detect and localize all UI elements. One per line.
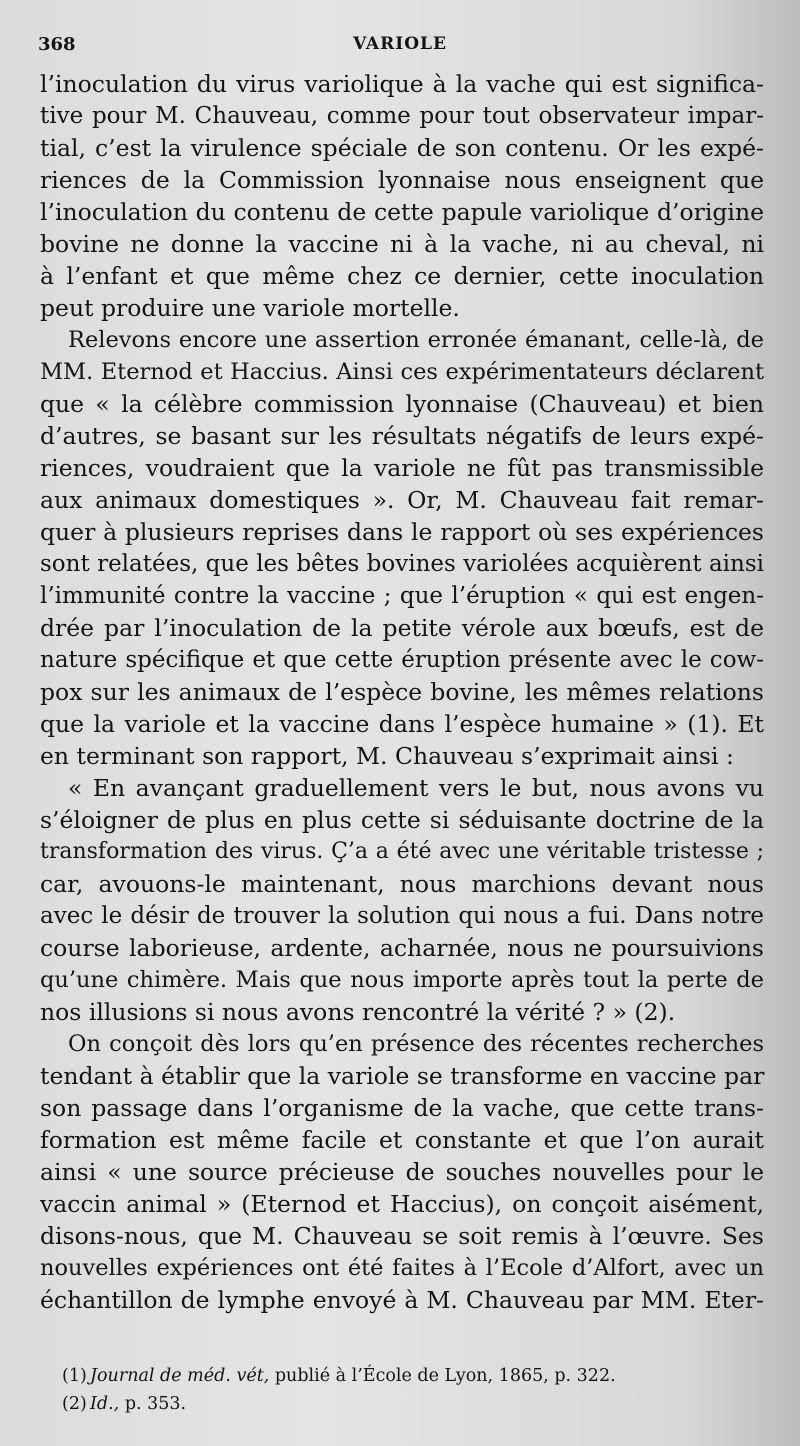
text-line: échantillon de lymphe envoyé à M. Chauveau par MM. Eter- (40, 1286, 764, 1314)
text-line: l’inoculation du virus variolique à la vache qui est significa- (40, 70, 764, 98)
text-line: son passage dans l’organisme de la vache, que cette trans- (40, 1094, 764, 1122)
text-line: car, avouons-le maintenant, nous marchions devant nous (40, 870, 764, 898)
paragraph (40, 1028, 764, 1316)
running-title: VARIOLE (353, 34, 447, 54)
text-line: bovine ne donne la vaccine ni à la vache, ni au cheval, ni (40, 230, 764, 258)
text-line: sont relatées, que les bêtes bovines variolées acquièrent ainsi (40, 551, 764, 577)
paragraph (40, 68, 764, 324)
text-line: d’autres, se basant sur les résultats négatifs de leurs expé- (40, 422, 764, 450)
text-line: l’immunité contre la vaccine ; que l’éruption « qui est engen- (40, 583, 764, 609)
text-line: tive pour M. Chauveau, comme pour tout observateur impar- (40, 103, 764, 129)
text-line: ainsi « une source précieuse de souches nouvelles pour le (40, 1158, 764, 1186)
footnotes (62, 1362, 762, 1418)
body-text (40, 68, 764, 1316)
text-line: disons-nous, que M. Chauveau se soit remis à l’œuvre. Ses (40, 1222, 764, 1250)
text-line: à l’enfant et que même chez ce dernier, cette inoculation (40, 262, 764, 290)
text-line: peut produire une variole mortelle. (40, 294, 460, 322)
text-line: « En avançant graduellement vers le but, nous avons vu (68, 774, 764, 802)
footnote (62, 1362, 762, 1390)
footnote (62, 1390, 762, 1418)
text-line: que la variole et la vaccine dans l’espèce humaine » (1). Et (40, 710, 764, 738)
footnote-mark: (1) (62, 1366, 87, 1386)
text-line: nature spécifique et que cette éruption présente avec le cow- (40, 647, 764, 673)
text-line: en terminant son rapport, M. Chauveau s’exprimait ainsi : (40, 742, 734, 770)
text-line: quer à plusieurs reprises dans le rapport où ses expériences (40, 518, 764, 546)
text-line: riences, voudraient que la variole ne fût pas transmissible (40, 454, 764, 482)
text-line: pox sur les animaux de l’espèce bovine, les mêmes relations (40, 678, 764, 706)
paragraph (40, 772, 764, 1028)
paragraph (40, 324, 764, 772)
footnote-mark: (2) (62, 1394, 87, 1414)
text-line: que « la célèbre commission lyonnaise (Chauveau) et bien (40, 390, 764, 418)
text-line: drée par l’inoculation de la petite vérole aux bœufs, est de (40, 614, 764, 642)
text-line: riences de la Commission lyonnaise nous enseignent que (40, 166, 764, 194)
text-line: transformation des virus. Ç’a a été avec une véritable tristesse ; (40, 839, 764, 864)
footnote-text: p. 353. (119, 1394, 187, 1414)
footnote-source: Journal de méd. vét, (90, 1366, 270, 1386)
text-line: aux animaux domestiques ». Or, M. Chauveau fait remar- (40, 486, 764, 514)
text-line: tial, c’est la virulence spéciale de son contenu. Or les expé- (40, 134, 764, 162)
text-line: s’éloigner de plus en plus cette si séduisante doctrine de la (40, 806, 764, 834)
footnote-source: Id., (90, 1394, 120, 1414)
text-line: l’inoculation du contenu de cette papule variolique d’origine (40, 198, 764, 226)
text-line: avec le désir de trouver la solution qui nous a fui. Dans notre (40, 903, 764, 929)
text-line: formation est même facile et constante et que l’on aurait (40, 1126, 764, 1154)
footnote-text: publié à l’École de Lyon, 1865, p. 322. (269, 1366, 616, 1386)
text-line: nouvelles expériences ont été faites à l’Ecole d’Alfort, avec un (40, 1255, 764, 1281)
text-line: tendant à établir que la variole se transforme en vaccine par (40, 1062, 765, 1090)
text-line: MM. Eternod et Haccius. Ainsi ces expérimentateurs déclarent (40, 359, 764, 385)
text-line: course laborieuse, ardente, acharnée, nous ne poursuivions (40, 934, 764, 962)
page-number: 368 (38, 34, 76, 55)
text-line: On conçoit dès lors qu’en présence des récentes recherches (68, 1031, 764, 1057)
page-header (38, 34, 758, 60)
text-line: qu’une chimère. Mais que nous importe après tout la perte de (40, 967, 764, 993)
text-line: nos illusions si nous avons rencontré la vérité ? » (2). (40, 998, 676, 1026)
text-line: Relevons encore une assertion erronée émanant, celle-là, de (68, 327, 764, 353)
text-line: vaccin animal » (Eternod et Haccius), on conçoit aisément, (40, 1190, 764, 1218)
